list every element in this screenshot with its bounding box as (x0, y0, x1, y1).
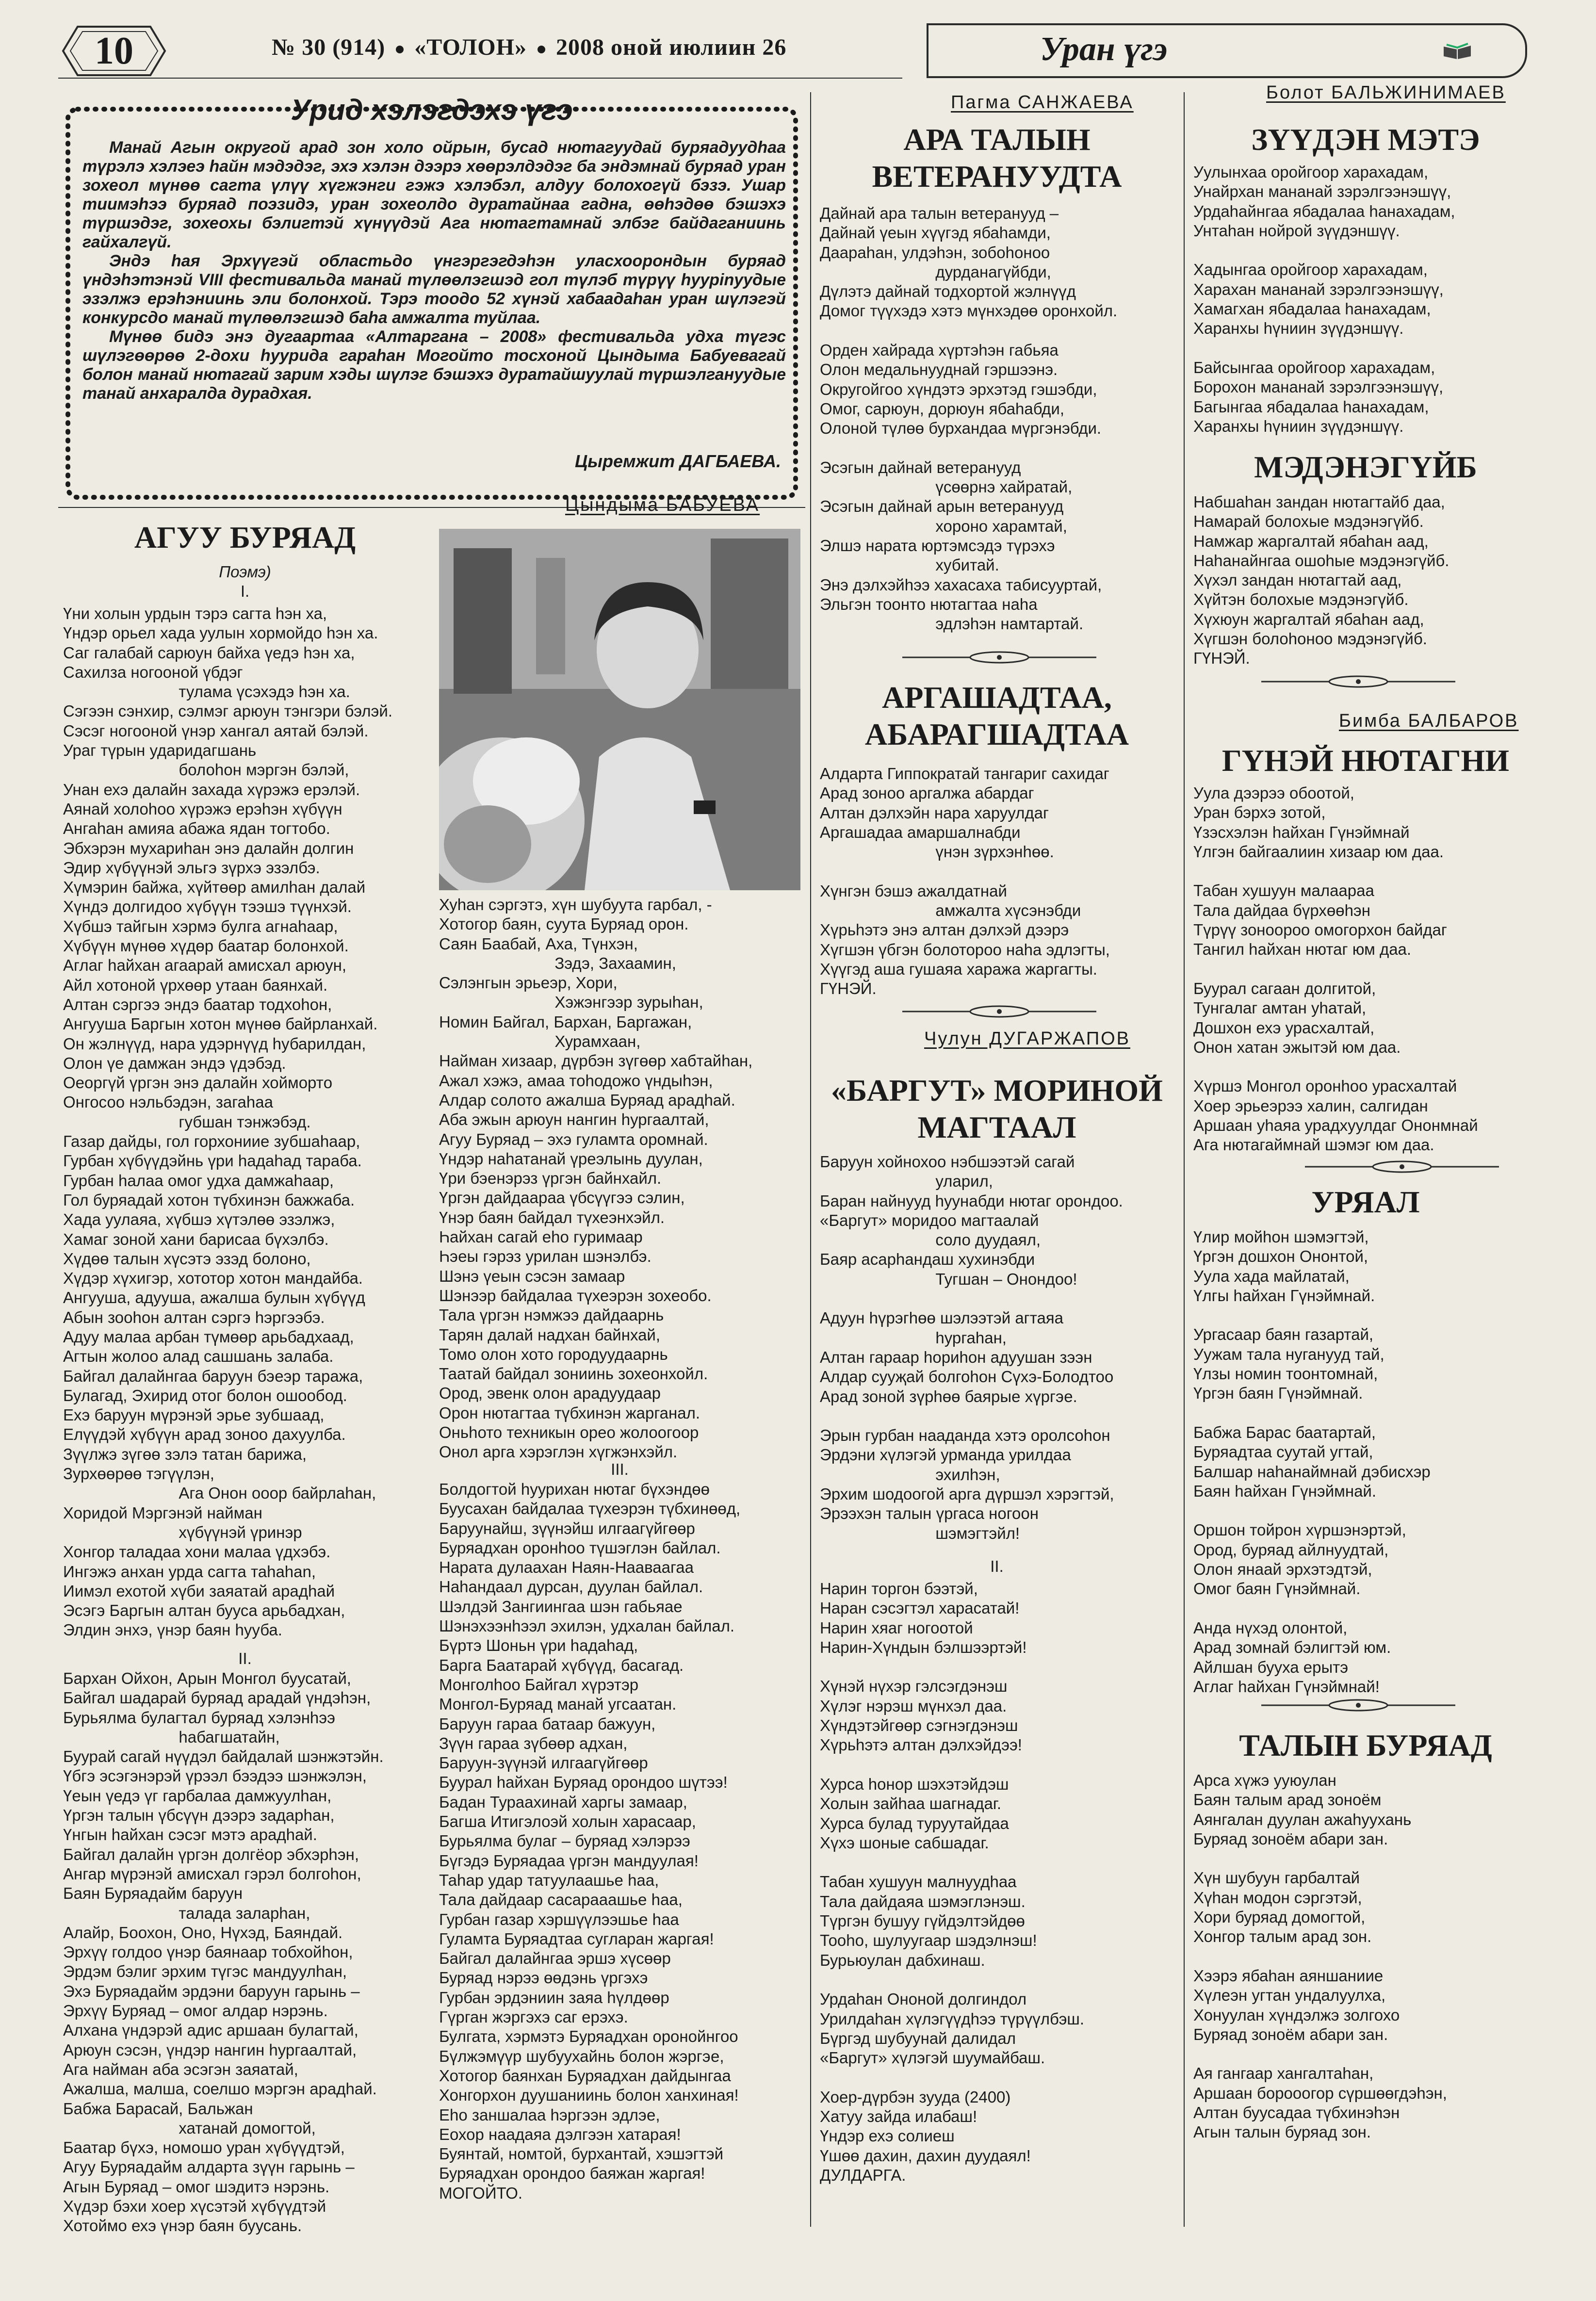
intro-text (82, 138, 786, 403)
page-number: 10 (95, 30, 133, 72)
poem-title: МЭДЭНЭГҮЙБ (1254, 450, 1477, 484)
poem-title: ГҮНЭЙ НЮТАГНИ (1221, 743, 1510, 778)
poem-text: Баруун хойнохоо нэбшээтэй сагай уларил, Баран найнууд hуунабди нютаг орондоо. «Баргут» моридоо магтаалай соло дуудаял, Баяр асарhандаш хухинэбди Тугшан – Онондоо! Адуун hүрэгhөө шэлээтэй агтаяа hургаhан, Алтан гараар hориhон адуушан зээн Алдар сууҗай болгоhон Сүхэ-Болодтоо Арад зоной зүрhөө баярые хүргэе. Эрын гурбан нааданда хэтэ оролсоhон Эрдэни хүлэгэй урманда урилдаа эхилhэн, Эрхим шодоогой арга дүршэл хэрэгтэй, Эрээхэн талын үргаса ногоон шэмэгтэйл! (820, 1153, 1123, 1542)
part-label: I. (240, 582, 250, 600)
paper-name: «ТОЛОН» (414, 34, 527, 60)
poem-text: Уула дээрээ обоотой, Уран бэрхэ зотой, Үзэсхэлэн hайхан Гүнэймнай Үлгэн байгаалиин хизаар юм даа. Табан хушуун малаараа Тала дайдаа бүрхөөhэн Түрүү зоноороо омогорхон байдаг Тангил hайхан нютаг юм даа. Буурал сагаан долгитой, Тунгалаг амтан уhатай, Дошхон ехэ урасхалтай, Онон хатан эжытэй юм даа. Хүршэ Монгол оронhоо урасхалтай Хоер эрьеэрээ халин, салгидан Аршаан уhаяа урадхуулдаг Ононмнай Ага нютагаймнай шэмэг юм даа. (1193, 784, 1478, 1154)
book-icon (1443, 43, 1472, 62)
ornament-divider (902, 650, 1096, 665)
rubric-title: Уран үгэ (1040, 31, 1168, 68)
poem-text: Уулынхаа оройгоор харахадам, Унайрхан мананай зэрэлгээнэшүү, Урдаhайнгаа ябадалаа hанахадам, Унтаhан нойрой зүүдэншүү. Хадынгаа оройгоор харахадам, Харахан мананай зэрэлгээнэшүү, Хамагхан ябадалаа hанахадам, Харанхы hүниин зүүдэншүү. Байсынгаа оройгоор харахадам, Борохон мананай зэрэлгээнэшүү, Багынгаа ябадалаа hанахадам, Харанхы hүниин зүүдэншүү. (1193, 163, 1455, 435)
poem-title: ЗҮҮДЭН МЭТЭ (1251, 122, 1480, 157)
intro-signature: Цыремжит ДАГБАЕВА. (575, 451, 781, 471)
intro-title: Урид хэлэгдэхэ үгэ (291, 94, 573, 126)
intro-paragraph: Эндэ һая Эрхүүгэй областьдо үнгэргэгдэһэн уласхоорондын буряад үндэһэтэнэй VIII фестивальда манай түлөөлэгшэд гол түлэб түрүү һуурinуудые эзэлжэ ерэһэниинь эли болонхой. Тэрэ тоодо 52 хүнэй хабаадаһан уран шүлэгэй конкурсдо манай түлөөлэгшэд баһа амжалта туйлаа. (82, 252, 786, 327)
part-label: II. (990, 1557, 1004, 1575)
page-header (58, 19, 1538, 82)
author-byline: Чулун ДУГАРЖАПОВ (924, 1028, 1131, 1049)
ornament-divider (1305, 1159, 1499, 1174)
part-label: II. (238, 1649, 252, 1667)
poem-title: АРА ТАЛЫН ВЕТЕРАНУУДТА (872, 122, 1122, 194)
poet-portrait-photo (439, 529, 800, 890)
poem-text: Болдогтой һуурихан нютаг бүхэндөө Буусахан байдалаа түхеэрэн түбхинөөд, Баруунайш, зүүнэйш илгаагүйгөөр Буряадхан оронһоо түшэглэн байлал. Нарата дулаахан Наян-Нааваагаа Наһандаал дурсан, дуулан байлал. Шэлдэй Зангиингаа шэн габьяае Шэнэхээнһээл эхилэн, удхалан байлал. Бүртэ Шоньн үри һадаһад, Барга Баатарай хүбүүд, басагад. Монголһоо Байгал хүрэтэр Монгол-Буряад манай угсаатан. Баруун гараа батаар бажуун, Зүүн гараа зүбөөр адхан, Баруун-зүүнэй илгаагүйгөөр Буурал һайхан Буряад орондоо шүтээ! Бадан Тураахинай харгы замаар, Багша Итигэлоэй холын харасаар, Бурьялма булаг – буряад хэлэрээ Бүгэдэ Буряадаа үргэн мандуулая! Таһар удар татуулаашье һаа, Тала дайдаар сасарааашье һаа, Гурбан газар хэршүүлээшье һаа Гуламта Буряадтаа сугларан жаргая! Байгал далайнгаа эршэ хүсөөр Буряад нэрээ өөдэнь үргэхэ Гурбан эрдэниин заяа һүлдөөр Гүрган жэргэхэ саг ерэхэ. Булгата, хэрмэтэ Буряадхан оронойнгоо Бүлжэмүүр шубуухайнь болон жэргэе, Хотогор баянхан Буряадхан дайдынгаа Хонгорхон дуушаниинь болон ханхиная! Еһо заншалаа һэргээн эдлэе, Еохор наадаяа дэлгээн хатарая! Буянтай, номтой, бурхантай, хэшэгтэй Буряадхан орондоо баяжан жаргая! МОГОЙТО. (439, 1480, 741, 2202)
poem-genre: Поэмэ) (219, 563, 271, 581)
issue-date: 2008 оной июлиин 26 (555, 34, 787, 60)
intro-paragraph: Манай Агын округой арад зон холо ойрын, бусад нютагуудай буряадуудһаа түрэлэ хэлэеэ һайн мэдэдэг, эхэ хэлэн дээрэ хөөрэлдэдэг ба эндэмнай буряад уран зохеол мүнөө сагта үлүү хүгжэнги гэжэ хэлэбэл, алдуу болохогүй бэзэ. Ушар тиимэһээ буряад поэзидэ, уран зохеолдо дуратайнаа гадна, өөһэдөө бэшэхэ түршэдэг, зохеохы бэлигтэй хүнүүдэй Ага нютагтамнай элбэг байдаганиинь гайхалгүй. (82, 138, 786, 251)
part-label: III. (611, 1460, 629, 1478)
poem-text: Нарин торгон бээтэй, Наран сэсэгтэл харасатай! Нарин хяаг ногоотой Нарин-Хүндын бэлшээртэй! Хүнэй нүхэр гэлсэгдэнэш Хүлэг нэрэш мүнхэл даа. Хүндэтэйгөөр сэгнэгдэнэш Хүрьhэтэ алтан дэлхэйдээ! Хурса hонор шэхэтэйдэш Холын зайhаа шагнадаг. Хурса булад туруутайдаа Хүхэ шоные сабшадаг. Табан хушуун малнуудhаа Тала дайдаяа шэмэглэнэш. Түргэн бушуу гүйдэлтэйдөө Тооhо, шулуугаар шэдэлнэш! Бурьюулан дабхинаш. Урдаhан Ононой долгиндол Урилдаhан хүлэгүүдhээ түрүүлбэш. Бүргэд шубуунай далидал «Баргут» хүлэгэй шуумайбаш. Хоер-дүрбэн зууда (2400) Хатуу зайда илабаш! Үндэр ехэ солиеш Үшөө дахин, дахин дуудаял! ДУЛДАРГА. (820, 1580, 1085, 2184)
poem-text: Набшаhан зандан нютагтайб даа, Намарай болохые мэдэнэгүйб. Намжар жаргалтай ябаhан аад, Наhанайнгаа ошоhые мэдэнэгүйб. Хүхэл зандан нютагтай аад, Хүйтэн болохые мэдэнэгүйб. Хүхюун жаргалтай ябаhан аад, Хүгшэн болоhоноо мэдэнэгүйб. ГҮНЭЙ. (1193, 493, 1449, 668)
poem-title: «БАРГУТ» МОРИНОЙ МАГТААЛ (831, 1073, 1163, 1144)
author-byline: Цындыма БАБУЕВА (565, 495, 760, 515)
ornament-divider (1261, 1698, 1455, 1713)
poem-text: Дайнай ара талын ветеранууд – Дайнай үеын хүүгэд ябаhамди, Даараhан, улдэhэн, зобоhоноо дурданагүйбди, Дүлэтэ дайнай тодхортой жэлнүүд Домог түүхэдэ хэтэ мүнхэдөө оронхойл. Орден хайрада хүртэhэн габьяа Олон медальнууднай гэршээнэ. Округойгоо хүндэтэ эрхэтэд гэшэбди, Омог, сарюун, дорюун ябаhабди, Олоной түлөө бурхандаа мүргэнэбди. Эсэгын дайнай ветеранууд үсөөрнэ хайратай, Эсэгын дайнай арын ветеранууд хороно харамтай, Элшэ нарата юртэмсэдэ түрэхэ хубитай. Энэ дэлхэйhээ хахасаха табисууртай, Эльгэн тоонто нютагтаа наhа эдлэhэн намтартай. (820, 204, 1118, 633)
column-rule (1184, 92, 1185, 2227)
intro-box (63, 92, 800, 502)
header-rule (58, 78, 902, 79)
poem-text: Бархан Ойхон, Арын Монгол буусатай, Байгал шадарай буряад арадай үндэһэн, Бурьялма булагтал буряад хэлэнһээ һабагшатайн, Буурай сагай нүүдэл байдалай шэнжэтэйн. Үбгэ эсэгэнэрэй үрээл бээдээ шэнжэлэн, Үеын үедэ үг гарбалаа дамжуулһан, Үргэн талын үбсүүн дээрэ задарһан, Үнгын һайхан сэсэг мэтэ арадһай. Байгал далайн үргэн долгёор эбхэрһэн, Ангар мүрэнэй амисхал гэрэл болгоһон, Баян Буряадайм баруун талада заларһан, Алайр, Боохон, Оно, Нүхэд, Баяндай. Эрхүү голдоо үнэр баянаар тобхойһон, Эрдэм бэлиг эрхим түгэс мандуулһан, Эхэ Буряадайм эрдэни баруун гарынь – Эрхүү Буряад – омог алдар нэрэнь. Алхана үндэрэй адис аршаан булагтай, Арюун сэсэн, үндэр нангин һургаалтай, Ага найман аба эсэгэн заяатай, Ажалша, малша, соелшо мэргэн арадһай. Бабжа Барасай, Бальжан хатанай домогтой, Баатар бүхэ, номошо уран хүбүүдтэй, Агуу Буряадайм алдарта зүүн гарынь – Агын Буряад – омог шэдитэ нэрэнь. Хүдэр бэхи хоер хүсэтэй хүбүүдтэй Хотоймо ехэ үнэр баян буусань. (63, 1669, 384, 2235)
author-byline: Болот БАЛЬЖИНИМАЕВ (1266, 82, 1506, 103)
poem-text: Алдарта Гиппократай тангариг сахидаг Арад зоноо аргалжа абардаг Алтан дэлхэйн нара харуулдаг Аргашадаа амаршалнабди үнэн зүрхэнhөө. Хүнгэн бэшэ ажалдатнай амжалта хүсэнэбди Хүрьhэтэ энэ алтан дэлхэй дээрэ Хүгшэн үбгэн болотороо наhа эдлэгты, Хүүгэд аша гушаяа хаража жаргагты. ГҮНЭЙ. (820, 765, 1110, 998)
issue-line (272, 34, 786, 61)
poem-title: АГУУ БУРЯАД (134, 520, 356, 555)
page-number-badge (58, 22, 170, 80)
author-byline: Пагма САНЖАЕВА (951, 92, 1134, 113)
ornament-divider (1261, 674, 1455, 689)
poem-text: Арса хүжэ ууюулан Баян талым арад зоноём Аянгалан дуулан ажаhуухань Буряад зоноём абари зан. Хүн шубуун гарбалтай Хүhан модон сэргэтэй, Хори буряад домогтой, Хонгор талым арад зон. Хээрэ ябаhан аяншаниие Хүлеэн угтан ундалуулха, Хонуулан хүндэлжэ золгохо Буряад зоноём абари зан. Ая гангаар хангалтаhан, Аршаан борооогор сүршөөгдэhэн, Алтан буусадаа түбхинэhэн Агын талын буряад зон. (1193, 1771, 1447, 2141)
poem-text: Хуһан сэргэтэ, хүн шубуута гарбал, - Хотогор баян, суута Буряад орон. Саян Баабай, Аха, Түнхэн, Зэдэ, Захаамин, Сэлэнгын эрьеэр, Хори, Хэжэнгээр зурыһан, Номин Байгал, Бархан, Баргажан, Хурамхаан, Найман хизаар, дүрбэн зүгөөр хабтайһан, Ажал хэжэ, амаа тоһодожо үндыһэн, Алдар солото ажалша Буряад арадһай. Аба эжын арюун нангин һургаалтай, Агуу Буряад – эхэ гуламта оромнай. Үндэр наһатанай үреэлынь дуулан, Үри бэенэрэз үргэн байнхайл. Үргэн дайдаараа үбсүүгээ сэлин, Үнэр баян байдал түхеэнхэйл. Һайхан сагай еһо гуримаар Һэеы гэрэз урилан шэнэлбэ. Шэнэ үеын сэсэн замаар Шэнээр байдалаа түхеэрэн зохеобо. Тала үргэн нэмжээ дайдаарнь Тарян далай надхан байнхай, Томо олон хото городуудаарнь Таатай байдал зониинь зохеонхойл. Ород, эвенк олон арадуудаар Орон нютагтаа түбхинэн жарганал. Оньһото техникын орео жолоогоор Онол арга хэрэглэн хүгжэнхэйл. (439, 896, 753, 1461)
poem-title: ТАЛЫН БУРЯАД (1239, 1728, 1492, 1762)
poem-title: АРГАШАДТАА, АБАРАГШАДТАА (864, 680, 1129, 751)
column-rule (810, 92, 811, 2227)
intro-paragraph: Мүнөө бидэ энэ дугаартаа «Алтаргана – 2008» фестивальда удха түгэс шүлэгөөрөө 2-дохи һуурида гараһан Могойто тосхоной Цындыма Бабуевагай болон манай нютагай зарим хэды шүлэг бэшэхэ дуратайшуулай түршэлгануудые танай анхаралда дурадхая. (82, 327, 786, 403)
poem-text: Үни холын урдын тэрэ сагта һэн ха, Үндэр орьел хада уулын хормойдо һэн ха. Саг галабай сарюун байха үедэ һэн ха, Сахилза ногооной үбдэг тулама үсэхэдэ һэн ха. Сэгээн сэнхир, сэлмэг арюун тэнгэри бэлэй. Сэсэг ногооной үнэр хангал аятай бэлэй. Ураг түрын ударидагшань болоһон мэргэн бэлэй, Унан ехэ далайн захада хүрэжэ ерэлэй. Аянай холоһоо хүрэжэ ерэһэн хүбүүн Ангаһан амияа абажа ядан тогтобо. Эбхэрэн мухариһан энэ далайн долгин Эдир хүбүүнэй эльгэ зүрхэ эзэлбэ. Хүмэрин байжа, хүйтөөр амилһан далай Хүндэ долгидоо хүбүүн тээшэ түүнхэй. Хүбшэ тайгын хэрмэ булга агнаһаар, Хүбүүн мүнөө хүдөр баатар болонхой. Аглаг һайхан агаарай амисхал арюун, Айл хотоной үрхөөр утаан баянхай. Алтан сэргээ эндэ баатар тодхоһон, Ангууша Баргын хотон мүнөө байрланхай. Он жэлнүүд, нара удэрнүүд һубарилдан, Олон үе дамжан эндэ үдэбэд. Оеоргүй үргэн энэ далайн хоймортo Онгосоо нэльбэдэн, загаһаа губшан тэнжэбэд. Газар дайды, гол горхониие зубшаһаар, Гурбан хүбүүдэйнь үри һадаһад тараба. Гурбан һалаа омог удха дамжаһаар, Гол буряадай хотон түбхинэн бажжаба. Хада уулаяа, хүбшэ хүтэлөө эзэлжэ, Хамаг зоной хани барисаа бүхэлбэ. Хүдөө талын хүсэтэ эзэд болоно, Хүдэр хүхигэр, хототор хотон мандайба. Ангууша, адууша, ажалша булын хүбүүд Абын зооhон алтан сэргэ һэргээбэ. Адуу малаа арбан түмөөр арьбадхаад, Агтын жолоо алад сашшань залаба. Байгал далайнгаа баруун бэеэр таража, Булагад, Эхирид отог болон ошообод. Ехэ баруун мүрэнэй эрье зубшаад, Елүүдэй хүбүүн арад зоноо дахуулба. Зүүлжэ зүгөө зэлэ татан барижа, Зурхөөрөө тэгүүлэн, Ага Онон ооор байрлаһан, Хоридой Мэргэнэй найман хүбүүнэй үринэр Хонгор таладаа хони малаа үдхэбэ. Ингэжэ анхан урда сагта таһаhan, Иимэл ехотой хүби заяатай арадһай Эсэгэ Баргын алтан бууса арьбадхан, Элдин энхэ, үнэр баян һууба. (63, 604, 392, 1639)
issue-number: № 30 (914) (272, 34, 386, 60)
author-byline: Бимба БАЛБАРОВ (1339, 711, 1519, 731)
ornament-divider (902, 1004, 1096, 1019)
poem-text: Үлир мойhон шэмэгтэй, Үргэн дошхон Ононтой, Уула хада майлатай, Үлгы hайхан Гүнэймнай. Ургасаар баян газартай, Уужам тала нуганууд тай, Үлзы номин тоонтомнай, Үргэн баян Гүнэймнай. Бабжа Барас баатартай, Буряадтаа суутай угтай, Балшар наhанаймнай дэбисхэр Баян hайхан Гүнэймнай. Оршон тойрон хүршэнэртэй, Ород, буряад айлнуудтай, Олон янаай эрхэтэдтэй, Омог баян Гүнэймнай. Анда нүхэд олонтой, Арад зомнай бэлигтэй юм. Айлшан бууха ерытэ Аглаг hайхан Гүнэймнай! (1193, 1228, 1431, 1696)
rubric-box (927, 23, 1527, 78)
poem-title: УРЯАЛ (1311, 1185, 1420, 1219)
